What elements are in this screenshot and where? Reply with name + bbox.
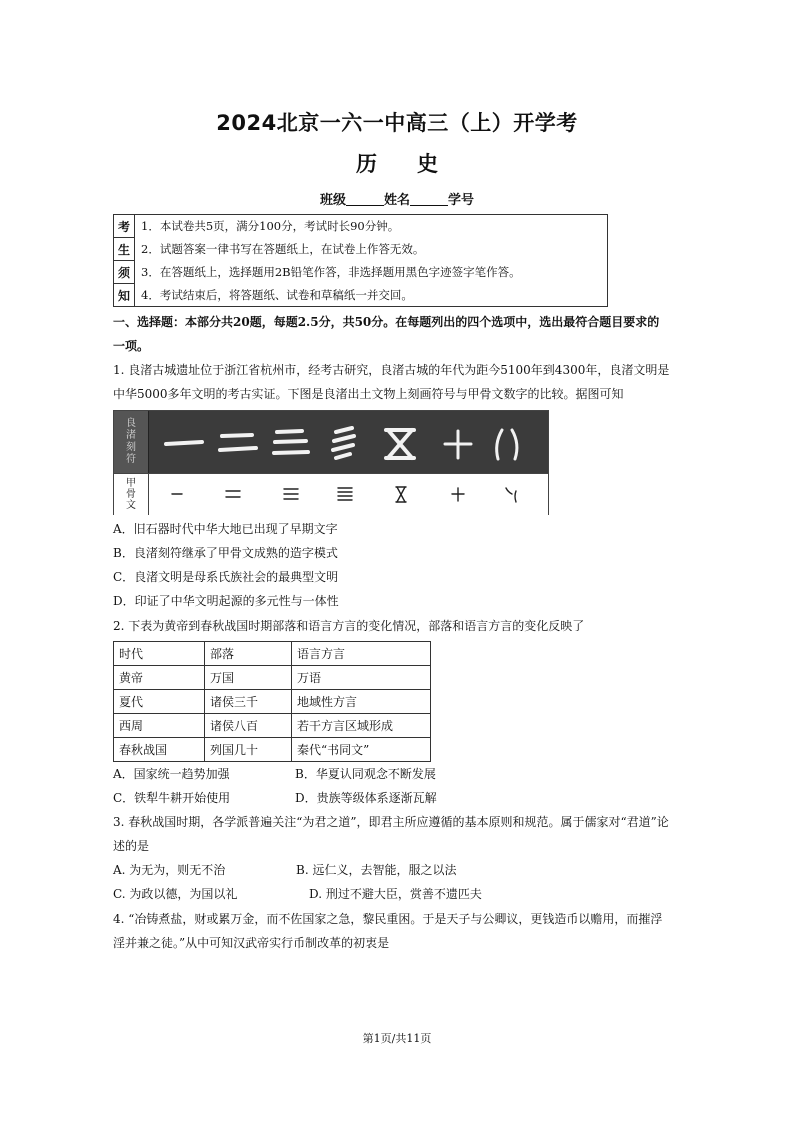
table-cell: 地域性方言: [292, 690, 431, 714]
liangzhu-row: [114, 411, 548, 473]
notice-label: 须: [114, 261, 135, 284]
option-a[interactable]: A．旧石器时代中华大地已出现了早期文字: [113, 522, 338, 536]
option-b[interactable]: B．华夏认同观念不断发展: [295, 767, 436, 781]
subject-title: 历史: [356, 152, 478, 176]
oracle-row: [114, 473, 548, 515]
notice-label: 知: [114, 284, 135, 307]
oracle-four: [338, 488, 352, 500]
table-cell: 夏代: [114, 690, 205, 714]
table-cell: 万国: [205, 666, 292, 690]
table-header-cell: 语言方言: [292, 642, 431, 666]
student-info-line: [0, 189, 794, 208]
notice-item: 3．在答题纸上，选择题用2B铅笔作答，非选择题用黑色字迹签字笔作答。: [135, 261, 608, 284]
glyph-three: [274, 431, 308, 453]
section-heading-line: 一、选择题：本部分共20题，每题2.5分，共50分。在每题列出的四个选项中，选出最符合题目要求的: [113, 315, 660, 329]
table-cell: 诸侯八百: [205, 714, 292, 738]
question-4-stem: [113, 907, 693, 955]
page-footer: 第1页/共11页: [362, 1032, 432, 1045]
table-cell: 诸侯三千: [205, 690, 292, 714]
row-label-char: 渚: [126, 430, 136, 441]
question-2-stem: 2. 下表为黄帝到春秋战国时期部落和语言方言的变化情况，部落和语言方言的变化反映了: [113, 619, 585, 633]
page-title: 2024北京一六一中高三（上）开学考: [216, 111, 578, 135]
q3-options: [113, 858, 683, 906]
option-d[interactable]: D．印证了中华文明起源的多元性与一体性: [113, 594, 339, 608]
glyph-two: [220, 435, 256, 450]
table-cell: 列国几十: [205, 738, 292, 762]
glyph-comparison-figure: [113, 410, 549, 515]
option-d[interactable]: D．贵族等级体系逐渐瓦解: [295, 791, 437, 805]
row-label-char: 文: [126, 500, 136, 511]
tribe-language-table: [113, 641, 431, 762]
name-blank: [410, 193, 448, 206]
q4-line: 4. “冶铸煮盐，财或累万金，而不佐国家之急，黎民重困。于是天子与公卿议，更钱造币以赡用，而摧浮: [113, 912, 663, 926]
q2-options: [113, 762, 683, 810]
oracle-seven: [452, 488, 464, 501]
oracle-glyphs: [114, 474, 548, 515]
section-heading-line: 一项。: [113, 339, 150, 353]
oracle-eight: [506, 488, 516, 502]
option-a[interactable]: A. 为无为，则无不治: [113, 863, 226, 877]
glyph-five: [386, 430, 414, 458]
table-cell: 黄帝: [114, 666, 205, 690]
row-label-char: 符: [126, 454, 136, 465]
table-cell: 秦代“书同文”: [292, 738, 431, 762]
option-d[interactable]: D. 刑过不避大臣，赏善不遗匹夫: [309, 887, 482, 901]
notice-item: 1．本试卷共5页，满分100分，考试时长90分钟。: [135, 215, 608, 238]
table-cell: 若干方言区域形成: [292, 714, 431, 738]
q1-options: [113, 517, 683, 613]
option-c[interactable]: C. 为政以德，为国以礼: [113, 887, 238, 901]
row-label-char: 骨: [126, 489, 136, 500]
table-header-cell: 时代: [114, 642, 205, 666]
row-label-char: 刻: [126, 442, 136, 453]
table-row: [114, 690, 431, 714]
q4-line: 淫并兼之徒。”从中可知汉武帝实行币制改革的初衷是: [113, 936, 390, 950]
exam-notice-table: [113, 214, 608, 307]
row-label-char: 良: [126, 418, 136, 429]
class-blank: [346, 193, 384, 206]
class-label: 班级: [319, 193, 346, 208]
table-header-cell: 部落: [205, 642, 292, 666]
section-heading: [113, 310, 693, 358]
q1-line: 1. 良渚古城遗址位于浙江省杭州市，经考古研究，良渚古城的年代为距今5100年到4300年，良渚文明是: [113, 363, 670, 377]
table-header-row: [114, 642, 431, 666]
table-row: [114, 714, 431, 738]
glyph-four: [333, 428, 354, 458]
q1-line: 中华5000多年文明的考古实证。下图是良渚出土文物上刻画符号与甲骨文数字的比较。据图可知: [113, 387, 624, 401]
glyph-seven: [445, 431, 471, 458]
table-cell: 春秋战国: [114, 738, 205, 762]
glyph-one: [166, 442, 202, 444]
option-a[interactable]: A．国家统一趋势加强: [113, 767, 230, 781]
q3-line: 3. 春秋战国时期，各学派普遍关注“为君之道”，即君主所应遵循的基本原则和规范。属于儒家对“君道”论: [113, 815, 669, 829]
table-row: [114, 666, 431, 690]
question-1-stem: [113, 358, 693, 406]
table-row: [114, 738, 431, 762]
option-b[interactable]: B．良渚刻符继承了甲骨文成熟的造字模式: [113, 546, 338, 560]
notice-label: 生: [114, 238, 135, 261]
name-label: 姓名: [383, 193, 410, 208]
liangzhu-glyphs: [114, 411, 548, 473]
q3-line: 述的是: [113, 839, 150, 853]
row-label-char: 甲: [126, 478, 136, 489]
option-b[interactable]: B. 远仁义，去智能，服之以法: [296, 863, 457, 877]
oracle-five: [396, 487, 406, 502]
table-cell: 西周: [114, 714, 205, 738]
oracle-two: [226, 491, 240, 497]
option-c[interactable]: C．良渚文明是母系氏族社会的最典型文明: [113, 570, 339, 584]
id-label: 学号: [448, 193, 475, 208]
notice-item: 2．试题答案一律书写在答题纸上，在试卷上作答无效。: [135, 238, 608, 261]
oracle-three: [284, 489, 298, 499]
question-3-stem: [113, 810, 693, 858]
glyph-eight: [497, 430, 517, 459]
table-cell: 万语: [292, 666, 431, 690]
notice-item: 4．考试结束后，将答题纸、试卷和草稿纸一并交回。: [135, 284, 608, 307]
notice-label: 考: [114, 215, 135, 238]
option-c[interactable]: C．铁犁牛耕开始使用: [113, 791, 231, 805]
